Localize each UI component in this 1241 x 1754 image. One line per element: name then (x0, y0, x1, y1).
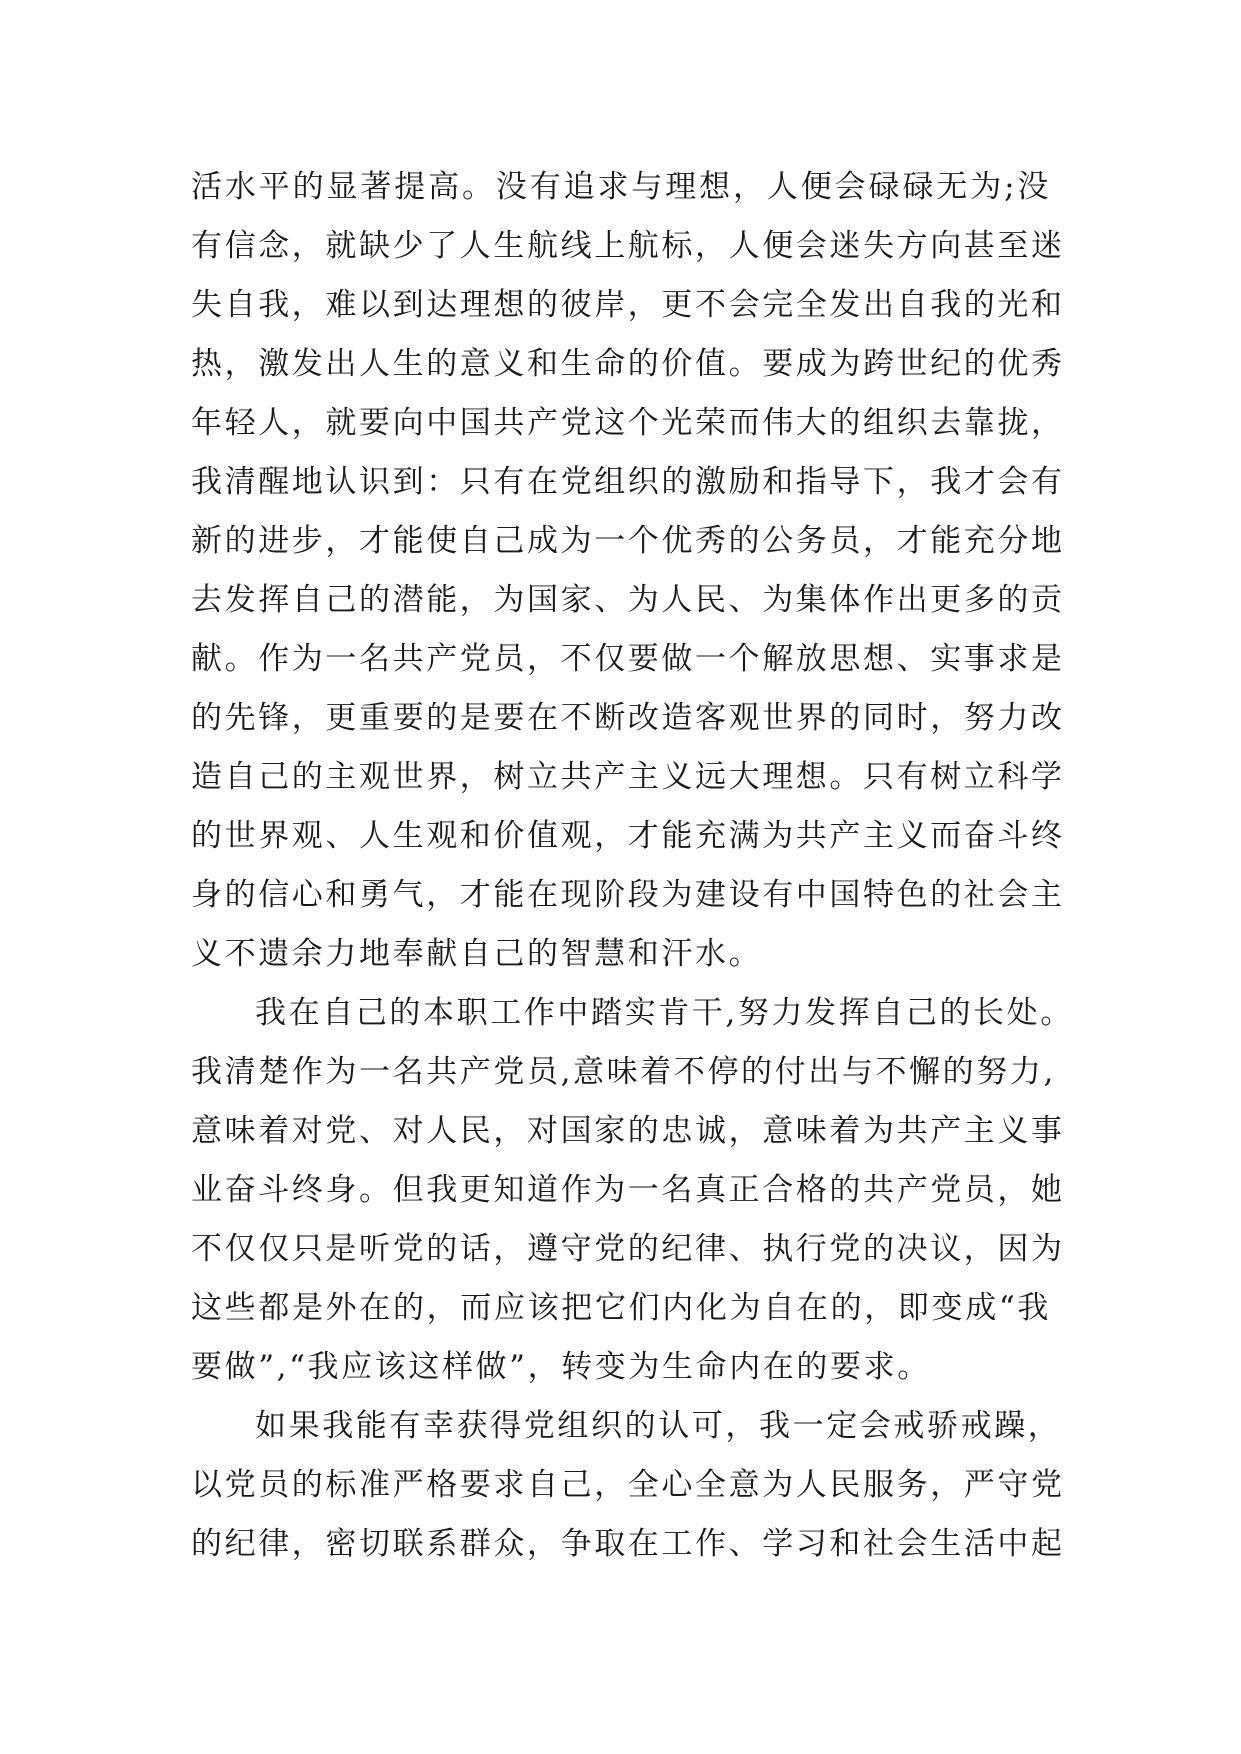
text-line: 活水平的显著提高。没有追求与理想，人便会碌碌无为;没 (191, 169, 1051, 205)
text-line: 热，激发出人生的意义和生命的价值。要成为跨世纪的优秀 (191, 346, 1065, 382)
text-line: 业奋斗终身。但我更知道作为一名真正合格的共产党员，她 (191, 1172, 1065, 1208)
text-line: 造自己的主观世界，树立共产主义远大理想。只有树立科学 (191, 759, 1065, 795)
text-line: 意味着对党、对人民，对国家的忠诚，意味着为共产主义事 (191, 1113, 1065, 1149)
text-line: 我清楚作为一名共产党员,意味着不停的付出与不懈的努力, (191, 1054, 1056, 1090)
text-line: 有信念，就缺少了人生航线上航标，人便会迷失方向甚至迷 (191, 228, 1065, 264)
text-line: 这些都是外在的，而应该把它们内化为自在的，即变成“我 (191, 1290, 1051, 1326)
text-line: 义不遗余力地奉献自己的智慧和汗水。 (191, 936, 763, 972)
text-line: 的先锋，更重要的是要在不断改造客观世界的同时，努力改 (191, 700, 1065, 736)
text-line: 我清醒地认识到：只有在党组织的激励和指导下，我才会有 (191, 464, 1065, 500)
body-text (191, 158, 1074, 1574)
text-line: 的世界观、人生观和价值观，才能充满为共产主义而奋斗终 (191, 818, 1065, 854)
text-line: 我在自己的本职工作中踏实肯干,努力发挥自己的长处。 (255, 995, 1074, 1031)
text-line: 不仅仅只是听党的话，遵守党的纪律、执行党的决议，因为 (191, 1231, 1065, 1267)
text-line: 的纪律，密切联系群众，争取在工作、学习和社会生活中起 (191, 1526, 1065, 1562)
text-line: 去发挥自己的潜能，为国家、为人民、为集体作出更多的贡 (191, 582, 1065, 618)
text-line: 献。作为一名共产党员，不仅要做一个解放思想、实事求是 (191, 641, 1065, 677)
text-line: 身的信心和勇气，才能在现阶段为建设有中国特色的社会主 (191, 877, 1065, 913)
text-line: 要做”,“我应该这样做”，转变为生命内在的要求。 (191, 1349, 931, 1385)
text-line: 新的进步，才能使自己成为一个优秀的公务员，才能充分地 (191, 523, 1065, 559)
text-line: 失自我，难以到达理想的彼岸，更不会完全发出自我的光和 (191, 287, 1065, 323)
text-line: 以党员的标准严格要求自己，全心全意为人民服务，严守党 (191, 1467, 1065, 1503)
text-line: 年轻人，就要向中国共产党这个光荣而伟大的组织去靠拢， (191, 405, 1065, 441)
text-line: 如果我能有幸获得党组织的认可，我一定会戒骄戒躁， (255, 1408, 1062, 1444)
